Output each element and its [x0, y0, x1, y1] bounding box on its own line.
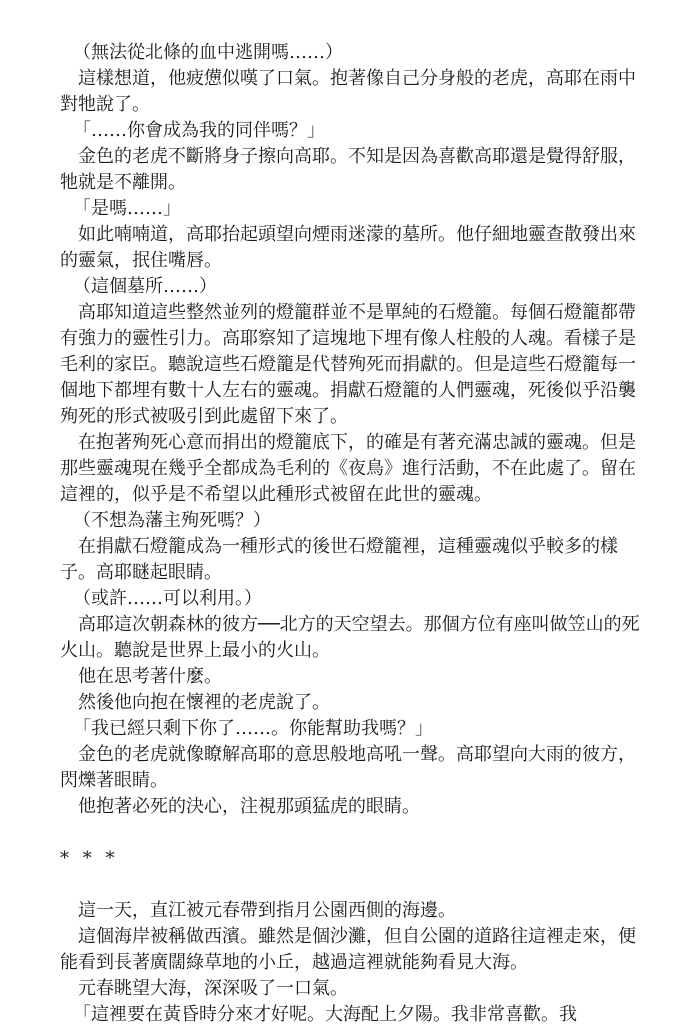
section-separator: * * *: [60, 848, 119, 869]
paragraph: （無法從北條的血中逃開嗎……）: [72, 42, 343, 63]
paragraph: 金色的老虎不斷將身子擦向高耶。不知是因為喜歡高耶還是覺得舒服，牠就是不離開。: [60, 146, 636, 193]
paragraph: （或許……可以利用。）: [72, 588, 262, 609]
paragraph: 這個海岸被稱做西濱。雖然是個沙灘，但自公園的道路往這裡走來，便能看到長著廣闊綠草地的小丘，越過這裡就能夠看見大海。: [60, 926, 636, 973]
paragraph: 高耶知道這些整然並列的燈籠群並不是單純的石燈籠。每個石燈籠都帶有強力的靈性引力。高耶察知了這塊地下埋有像人柱般的人魂。看樣子是毛利的家臣。聽說這些石燈籠是代替殉死而捐獻的。但是這些石燈籠每一個地下都埋有數十人左右的靈魂。捐獻石燈籠的人們靈魂，死後似乎沿襲殉死的形式被吸引到此處留下來了。: [60, 302, 636, 427]
paragraph: 在抱著殉死心意而捐出的燈籠底下，的確是有著充滿忠誠的靈魂。但是那些靈魂現在幾乎全都成為毛利的《夜鳥》進行活動，不在此處了。留在這裡的，似乎是不希望以此種形式被留在此世的靈魂。: [60, 432, 636, 505]
paragraph: 「……你會成為我的同伴嗎？」: [72, 120, 325, 141]
paragraph: 這樣想道，他疲憊似嘆了口氣。抱著像自己分身般的老虎，高耶在雨中對牠說了。: [60, 68, 636, 115]
paragraph: 「我已經只剩下你了……。你能幫助我嗎？」: [72, 718, 433, 739]
document-page: [60, 40, 640, 1028]
section-1: [60, 40, 640, 820]
paragraph: 這一天，直江被元春帶到指月公園西側的海邊。: [78, 900, 456, 921]
paragraph: 高耶這次朝森林的彼方──北方的天空望去。那個方位有座叫做笠山的死火山。聽說是世界上最小的火山。: [60, 614, 640, 661]
paragraph: 「這裡要在黃昏時分來才好呢。大海配上夕陽。我非常喜歡。我: [72, 1004, 577, 1025]
section-2: [60, 898, 640, 1028]
paragraph: 他在思考著什麼。: [78, 666, 222, 687]
paragraph: 金色的老虎就像瞭解高耶的意思般地高吼一聲。高耶望向大雨的彼方，閃爍著眼睛。: [60, 744, 636, 791]
paragraph: （不想為藩主殉死嗎？）: [72, 510, 271, 531]
paragraph: 如此喃喃道，高耶抬起頭望向煙雨迷濛的墓所。他仔細地靈查散發出來的靈氣，抿住嘴唇。: [60, 224, 636, 271]
paragraph: 他抱著必死的決心，注視那頭猛虎的眼睛。: [78, 796, 420, 817]
paragraph: 「是嗎……」: [72, 198, 181, 219]
paragraph: 然後他向抱在懷裡的老虎說了。: [78, 692, 330, 713]
paragraph: （這個墓所……）: [72, 276, 217, 297]
paragraph: 元春眺望大海，深深吸了一口氣。: [78, 978, 348, 999]
paragraph: 在捐獻石燈籠成為一種形式的後世石燈籠裡，這種靈魂似乎較多的樣子。高耶瞇起眼睛。: [60, 536, 618, 583]
